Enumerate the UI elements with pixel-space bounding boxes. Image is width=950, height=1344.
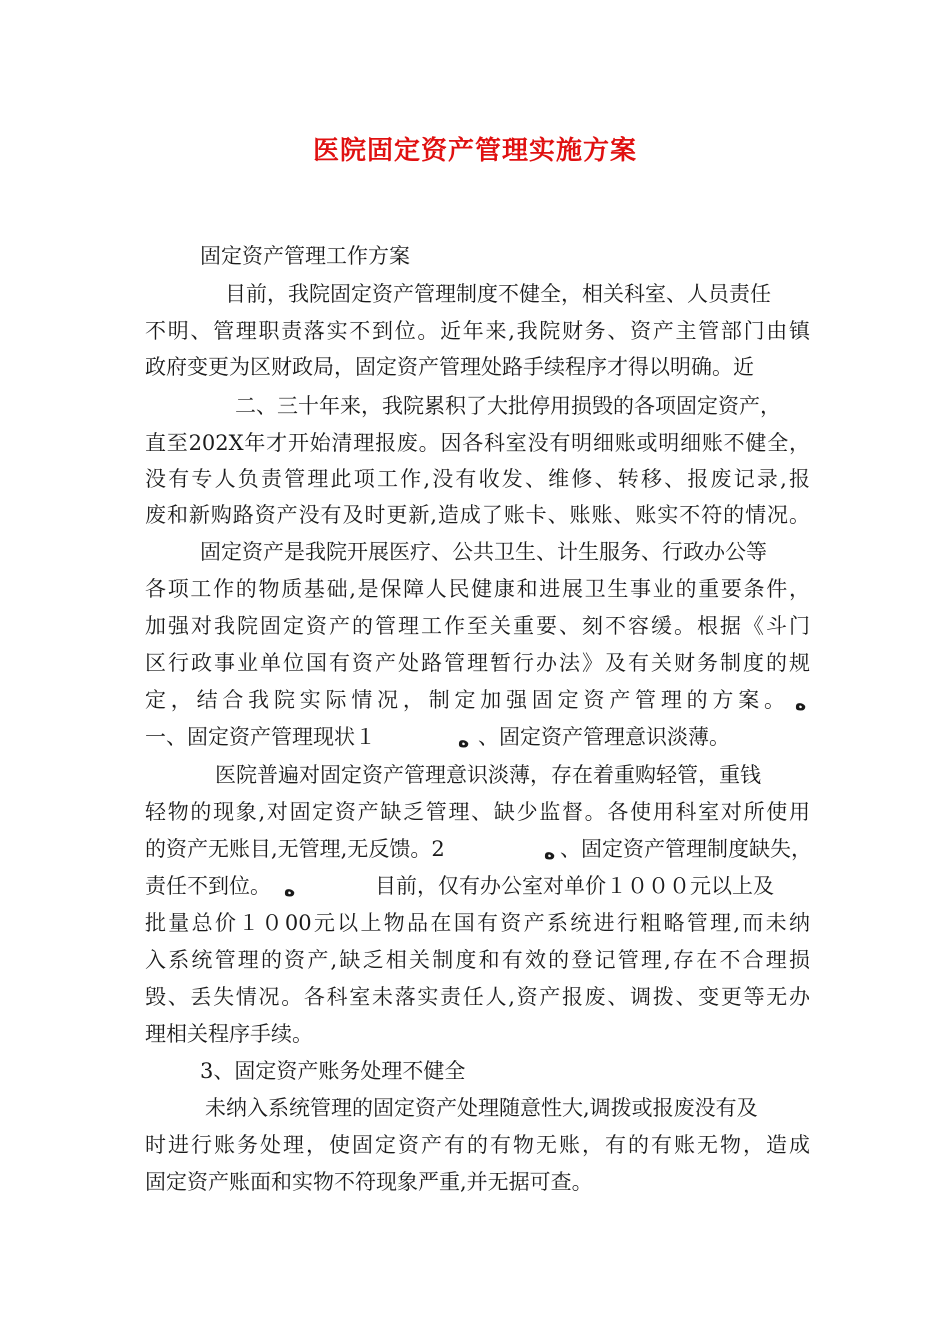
mark-glyph: ﻩ [284, 879, 296, 901]
text-line: 、固定资产管理意识淡薄。 [478, 725, 730, 749]
text-line: 的资产无账目,无管理,无反馈。2 [145, 837, 445, 861]
text-line: 固定资产管理工作方案 [200, 244, 410, 268]
text-line: 目前，仅有办公室对单价１０００元以上及 [375, 874, 774, 898]
text-line: 理相关程序手续。 [145, 1022, 313, 1046]
text-line: 批量总价１０00元以上物品在国有资产系统进行粗略管理,而未纳 [145, 911, 810, 935]
text-line: 、固定资产管理制度缺失， [560, 837, 812, 861]
text-line-with-mark [145, 686, 810, 714]
text-line: 加强对我院固定资产的管理工作至关重要、刻不容缓。根据《斗门 [145, 614, 810, 638]
text-line: 责任不到位。 [145, 874, 271, 898]
text-line: 时进行账务处理，使固定资产有的有物无账，有的有账无物，造成 [145, 1133, 810, 1157]
text-line: 入系统管理的资产,缺乏相关制度和有效的登记管理,存在不合理损 [145, 948, 810, 972]
document-title: 医院固定资产管理实施方案 [312, 136, 637, 166]
text-line: 未纳入系统管理的固定资产处理随意性大,调拨或报废没有及 [205, 1096, 758, 1120]
text-line: 固定资产账面和实物不符现象严重,并无据可查。 [145, 1170, 593, 1194]
text-line: 毁、丢失情况。各科室未落实责任人,资产报废、调拨、变更等无办 [145, 985, 810, 1009]
text-line: 固定资产是我院开展医疗、公共卫生、计生服务、行政办公等 [200, 540, 767, 564]
section-heading: 3、固定资产账务处理不健全 [200, 1059, 466, 1083]
text-line: 废和新购路资产没有及时更新,造成了账卡、账账、账实不符的情况。 [145, 503, 810, 527]
text-segment: 定，结合我院实际情况，制定加强固定资产管理的方案。 [145, 688, 785, 712]
mark-glyph: ﻩ [544, 842, 556, 864]
text-line: 没有专人负责管理此项工作,没有收发、维修、转移、报废记录,报 [145, 467, 810, 491]
text-line: 二、三十年来，我院累积了大批停用损毁的各项固定资产， [235, 394, 781, 418]
text-line: 轻物的现象,对固定资产缺乏管理、缺少监督。各使用科室对所使用 [145, 800, 810, 824]
text-line: 区行政事业单位国有资产处路管理暂行办法》及有关财务制度的规 [145, 651, 810, 675]
text-line: 一、固定资产管理现状１ [145, 725, 376, 749]
text-line: 不明、管理职责落实不到位。近年来,我院财务、资产主管部门由镇 [145, 319, 810, 343]
text-line: 各项工作的物质基础,是保障人民健康和进展卫生事业的重要条件， [145, 577, 810, 601]
text-line: 政府变更为区财政局，固定资产管理处路手续程序才得以明确。近 [145, 355, 754, 379]
mark-glyph: ﻩ [795, 693, 807, 715]
text-line: 医院普遍对固定资产管理意识淡薄，存在着重购轻管，重钱 [215, 763, 761, 787]
text-line: 直至202X年才开始清理报废。因各科室没有明细账或明细账不健全， [145, 431, 810, 455]
mark-glyph: ﻩ [458, 730, 470, 752]
text-line: 目前，我院固定资产管理制度不健全，相关科室、人员责任 [225, 282, 771, 306]
